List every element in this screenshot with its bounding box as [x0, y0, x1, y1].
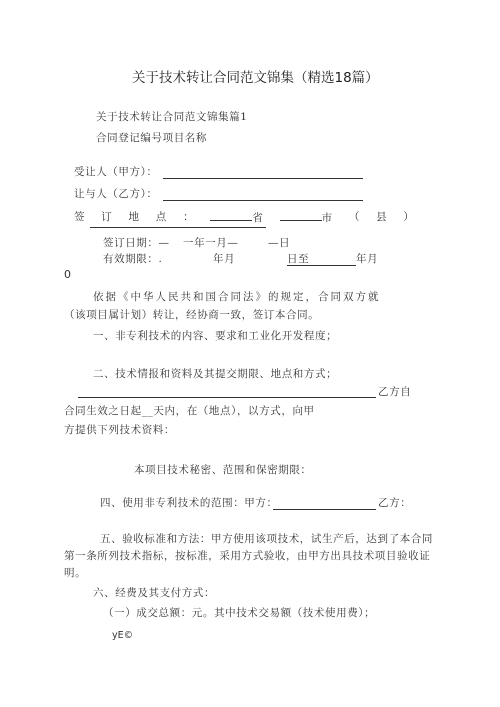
place-char: （ — [348, 211, 360, 223]
valid-period-underline — [287, 265, 356, 266]
place-char: 地 — [128, 211, 140, 223]
place-char: ） — [403, 211, 414, 223]
zero-mark: 0 — [64, 268, 71, 281]
party-b-line — [163, 200, 363, 201]
clause-2: 二、技术情报和资料及其提交期限、地点和方式； — [93, 368, 338, 380]
clause-5-line-2: 第一条所列技术指标，按标准，采用方式验收，由甲方出具技术项目验收证 — [64, 550, 431, 562]
registration-line: 合同登记编号项目名称 — [96, 132, 207, 144]
document-title: 关于技术转让合同范文锦集（精选18篇） — [132, 70, 379, 86]
party-a-label: 受让人（甲方）： — [74, 166, 158, 178]
place-province-group — [210, 209, 263, 225]
intro-line-2: （该项目属计划）转让，经协商一致，签订本合同。 — [64, 309, 320, 321]
sign-date-label: 签订日期：— — [103, 237, 170, 249]
clause-4-label: 四、使用非专利技术的范围：甲方： — [100, 497, 278, 509]
valid-period-day-to: 日至 — [287, 253, 310, 265]
place-char: 县 — [376, 211, 387, 223]
place-city-group — [280, 209, 333, 225]
clause-2-blank-line — [78, 397, 376, 398]
place-char: 市 — [321, 212, 333, 224]
clause-1: 一、非专利技术的内容、要求和工业化开发程度； — [93, 330, 338, 342]
clause-2-continuation-2: 方提供下列技术资料： — [64, 424, 175, 436]
valid-period-year-month: 年月 — [356, 253, 379, 265]
sign-place-row — [74, 209, 414, 225]
intro-line-1: 依据《中华人民共和国合同法》的规定，合同双方就 — [93, 291, 381, 303]
place-underline — [90, 227, 266, 228]
clause-4-end: 乙方： — [378, 497, 412, 509]
clause-6-item-1: （一）成交总额：元。其中技术交易额（技术使用费）； — [103, 607, 376, 619]
clause-4-blank-line — [273, 509, 376, 510]
place-char: 订 — [101, 211, 112, 223]
place-char: 点 — [155, 211, 167, 223]
place-char: 省 — [252, 212, 263, 224]
sign-date-mid: 一年一月— — [183, 237, 239, 249]
place-char: 签 — [74, 211, 85, 223]
valid-period-month: 年月 — [213, 253, 236, 265]
clause-5-line-3: 明。 — [64, 567, 87, 579]
valid-period-label: 有效期限：. — [103, 253, 163, 265]
secret-clause: 本项目技术秘密、范围和保密期限： — [134, 464, 312, 476]
place-char: ： — [183, 211, 194, 223]
clause-6: 六、经费及其支付方式： — [93, 587, 216, 599]
clause-2-end: 乙方自 — [378, 386, 412, 398]
province-blank — [210, 209, 252, 221]
clause-5-line-1: 五、验收标准和方法：甲方使用该项技术，试生产后，达到了本合同 — [100, 533, 433, 545]
city-blank — [280, 209, 322, 221]
sign-date-end: —日 — [268, 237, 291, 249]
section-subtitle: 关于技术转让合同范文锦集篇1 — [96, 111, 248, 123]
footer-mark: yE© — [112, 630, 134, 641]
clause-2-continuation-1: 合同生效之日起__天内，在（地点），以方式，向甲 — [64, 405, 315, 417]
party-a-line — [163, 178, 363, 179]
party-b-label: 让与人（乙方）： — [74, 188, 158, 200]
